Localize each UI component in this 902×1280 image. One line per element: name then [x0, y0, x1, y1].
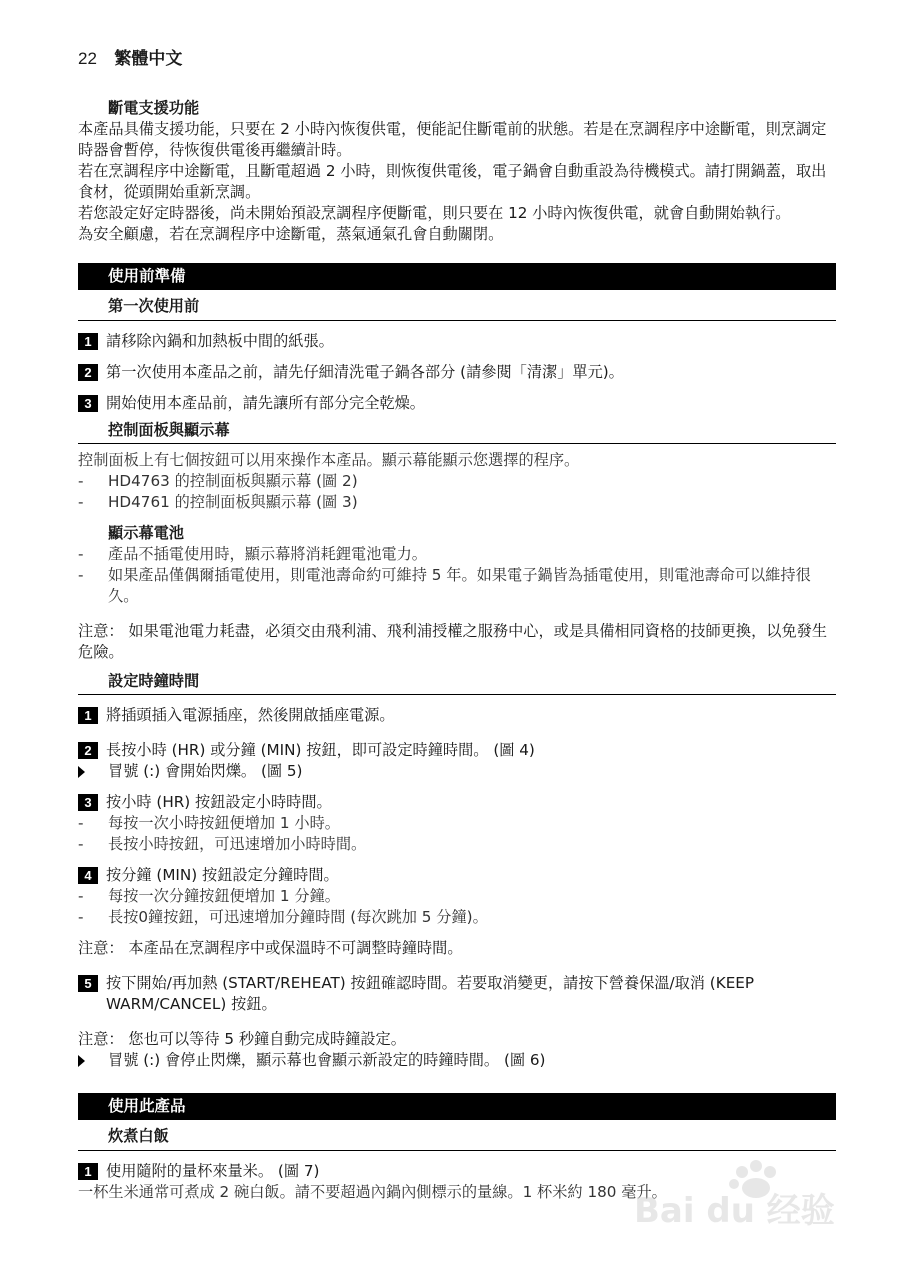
- result-arrow-icon: [78, 766, 85, 778]
- power-backup-title: 斷電支援功能: [108, 99, 200, 117]
- clock-step: [78, 740, 836, 761]
- step-text: 請移除內鍋和加熱板中間的紙張。: [106, 332, 334, 350]
- first-use-step: [78, 393, 836, 414]
- power-backup-paragraph: 若您設定好定時器後，尚未開始預設烹調程序便斷電，則只要在 12 小時內恢復供電，就會自動開始執行。: [78, 204, 791, 222]
- section-band-using-product: 使用此產品: [78, 1093, 836, 1120]
- step-text: 長按小時 (HR) 或分鐘 (MIN) 按鈕，即可設定時鐘時間。 (圖 4): [106, 741, 535, 759]
- result-item: [78, 1050, 836, 1071]
- clock-note: 注意： 您也可以等待 5 秒鐘自動完成時鐘設定。: [78, 1030, 406, 1048]
- list-item-text: HD4763 的控制面板與顯示幕 (圖 2): [108, 472, 358, 490]
- page-number: 22: [78, 49, 97, 68]
- power-backup-paragraph: 本產品具備支援功能，只要在 2 小時內恢復供電，便能記住斷電前的狀態。若是在烹調程序中途斷電，則烹調定時器會暫停，待恢復供電後再繼續計時。: [78, 120, 827, 159]
- rice-body: 一杯生米通常可煮成 2 碗白飯。請不要超過內鍋內側標示的量線。1 杯米約 180 毫升。: [78, 1183, 667, 1201]
- step-text: 將插頭插入電源插座，然後開啟插座電源。: [106, 706, 395, 724]
- control-panel-intro: 控制面板上有七個按鈕可以用來操作本產品。顯示幕能顯示您選擇的程序。: [78, 451, 580, 469]
- first-use-step: [78, 331, 836, 352]
- step-text: 按分鐘 (MIN) 按鈕設定分鐘時間。: [106, 866, 339, 884]
- step-number: 1: [78, 1163, 98, 1180]
- language-label: 繁體中文: [114, 49, 183, 69]
- watermark-logo: [630, 1150, 840, 1240]
- list-item: - HD4763 的控制面板與顯示幕 (圖 2): [78, 471, 836, 492]
- list-item: - 長按小時按鈕，可迅速增加小時時間。: [78, 834, 836, 855]
- list-item-text: 每按一次小時按鈕便增加 1 小時。: [108, 814, 340, 832]
- result-text: 冒號 (:) 會停止閃爍，顯示幕也會顯示新設定的時鐘時間。 (圖 6): [108, 1051, 546, 1069]
- list-item-text: 長按0鐘按鈕，可迅速增加分鐘時間 (每次跳加 5 分鐘)。: [108, 908, 488, 926]
- step-number: 1: [78, 707, 98, 724]
- step-number: 3: [78, 794, 98, 811]
- clock-step: [78, 792, 836, 813]
- list-item: - 長按0鐘按鈕，可迅速增加分鐘時間 (每次跳加 5 分鐘)。: [78, 907, 836, 928]
- step-text: 第一次使用本產品之前，請先仔細清洗電子鍋各部分 (請參閱「清潔」單元)。: [106, 363, 624, 381]
- step-text: 按小時 (HR) 按鈕設定小時時間。: [106, 793, 332, 811]
- page-header: [78, 44, 182, 69]
- step-number: 5: [78, 975, 98, 992]
- list-item-text: HD4761 的控制面板與顯示幕 (圖 3): [108, 493, 358, 511]
- step-number: 3: [78, 395, 98, 412]
- step-number: 2: [78, 364, 98, 381]
- clock-step: [78, 865, 836, 886]
- list-item-text: 如果產品僅偶爾插電使用，則電池壽命約可維持 5 年。如果電子鍋皆為插電使用，則電池壽命可以維持很久。: [108, 566, 811, 605]
- clock-step: [78, 705, 836, 726]
- power-backup-paragraph: 為安全顧慮，若在烹調程序中途斷電，蒸氣通氣孔會自動關閉。: [78, 225, 504, 243]
- section-band-before-use: 使用前準備: [78, 263, 836, 290]
- clock-step: [78, 973, 836, 1015]
- list-item-text: 產品不插電使用時，顯示幕將消耗鋰電池電力。: [108, 545, 427, 563]
- result-arrow-icon: [78, 1055, 85, 1067]
- list-item-text: 每按一次分鐘按鈕便增加 1 分鐘。: [108, 887, 340, 905]
- first-use-title: 第一次使用前: [78, 294, 836, 321]
- power-backup-paragraph: 若在烹調程序中途斷電，且斷電超過 2 小時，則恢復供電後，電子鍋會自動重設為待機模式。請打開鍋蓋，取出食材，從頭開始重新烹調。: [78, 162, 827, 201]
- rice-title: 炊煮白飯: [78, 1124, 836, 1151]
- battery-note: 注意： 如果電池電力耗盡，必須交由飛利浦、飛利浦授權之服務中心，或是具備相同資格的技師更換，以免發生危險。: [78, 622, 828, 661]
- list-item: - 如果產品僅偶爾插電使用，則電池壽命約可維持 5 年。如果電子鍋皆為插電使用，則電池壽命可以維持很久。: [78, 565, 836, 607]
- step-number: 4: [78, 867, 98, 884]
- clock-title: 設定時鐘時間: [78, 669, 836, 695]
- step-text: 按下開始/再加熱 (START/REHEAT) 按鈕確認時間。若要取消變更，請按下營養保溫/取消 (KEEP WARM/CANCEL) 按鈕。: [106, 974, 755, 1013]
- first-use-step: [78, 362, 836, 383]
- control-panel-title: 控制面板與顯示幕: [78, 418, 836, 444]
- step-number: 1: [78, 333, 98, 350]
- list-item: - 每按一次分鐘按鈕便增加 1 分鐘。: [78, 886, 836, 907]
- result-text: 冒號 (:) 會開始閃爍。 (圖 5): [108, 762, 303, 780]
- list-item-text: 長按小時按鈕，可迅速增加小時時間。: [108, 835, 367, 853]
- watermark-text: Bai du 经验: [634, 1191, 835, 1231]
- step-text: 使用隨附的量杯來量米。 (圖 7): [106, 1162, 320, 1180]
- result-item: [78, 761, 836, 782]
- list-item: - HD4761 的控制面板與顯示幕 (圖 3): [78, 492, 836, 513]
- document-body: [78, 98, 836, 1203]
- battery-title: 顯示幕電池: [108, 524, 184, 542]
- step-number: 2: [78, 742, 98, 759]
- list-item: - 產品不插電使用時，顯示幕將消耗鋰電池電力。: [78, 544, 836, 565]
- list-item: - 每按一次小時按鈕便增加 1 小時。: [78, 813, 836, 834]
- clock-note: 注意： 本產品在烹調程序中或保溫時不可調整時鐘時間。: [78, 939, 463, 957]
- step-text: 開始使用本產品前，請先讓所有部分完全乾燥。: [106, 394, 425, 412]
